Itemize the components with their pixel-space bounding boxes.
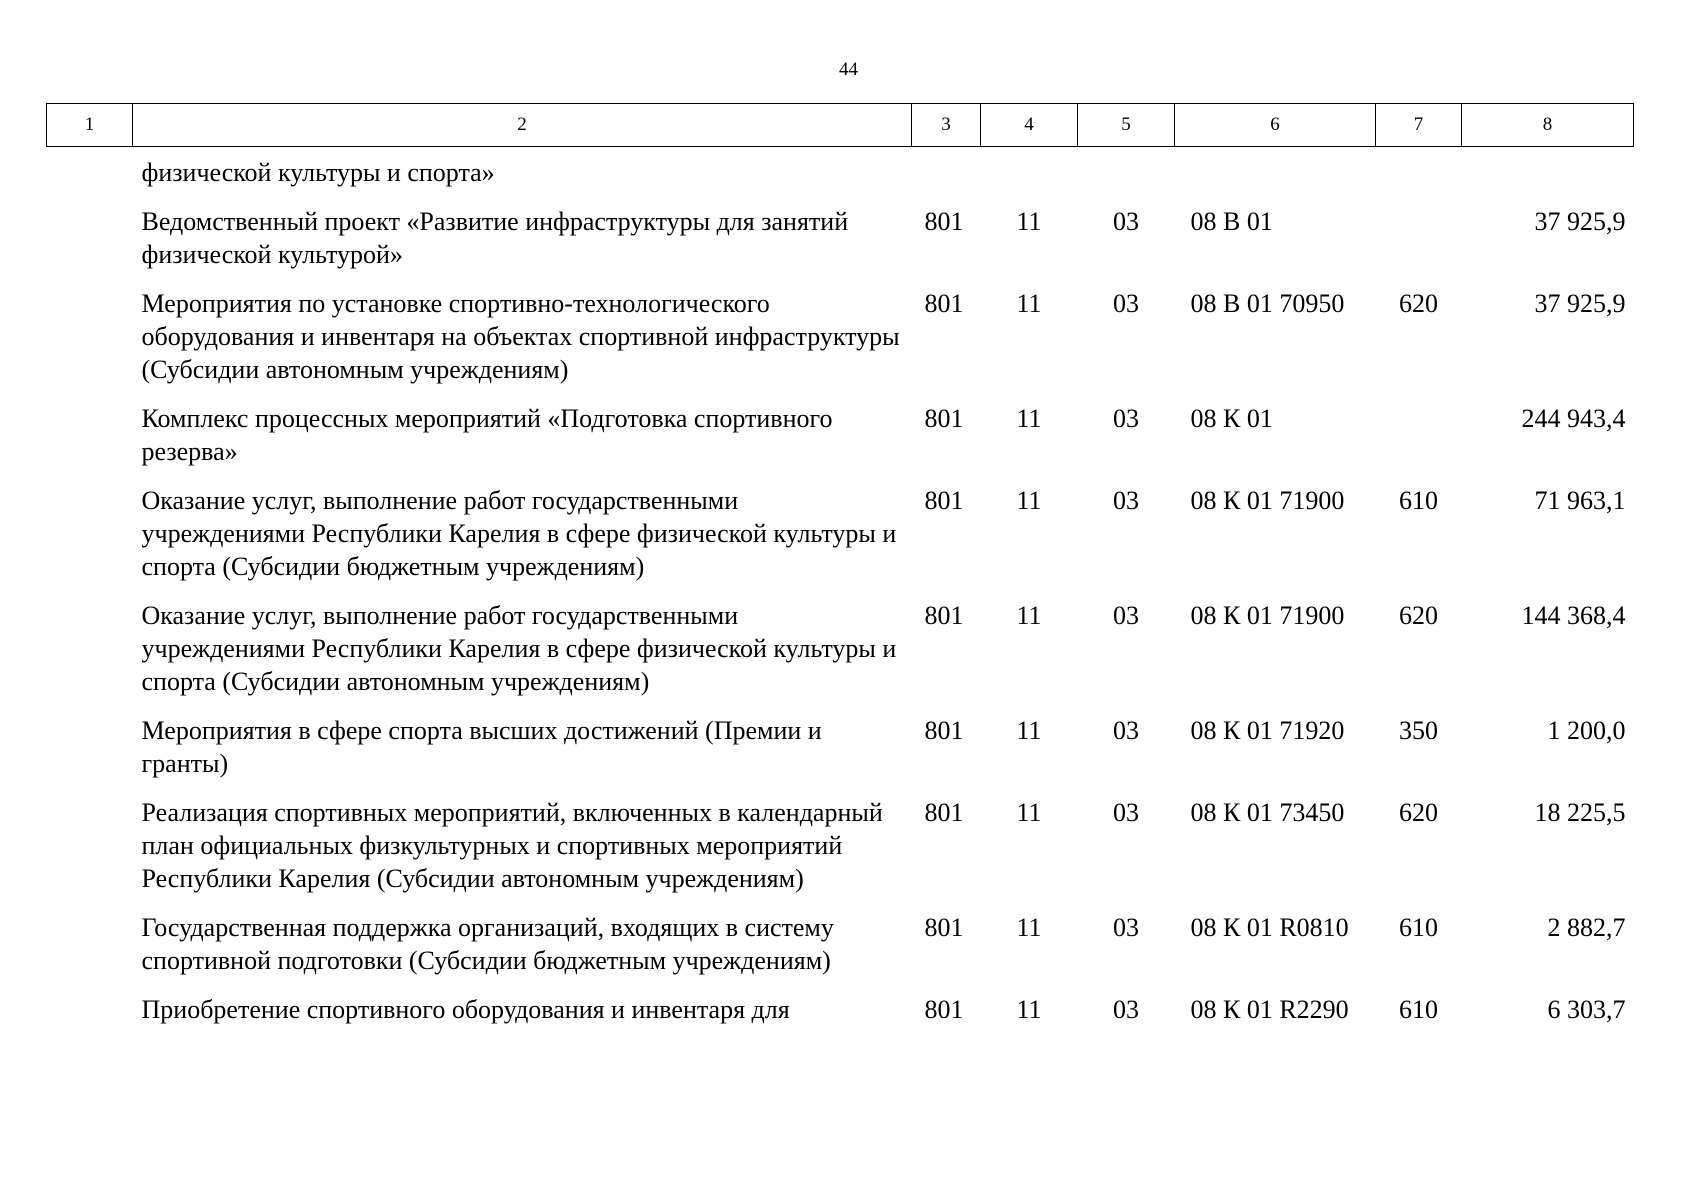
header-col-2: 2 — [133, 104, 912, 147]
table-body — [47, 147, 1634, 1035]
row-section: 11 — [1016, 995, 1042, 1024]
table-row — [47, 279, 1634, 394]
header-col-1: 1 — [47, 104, 133, 147]
continuation-row — [47, 147, 1634, 198]
table-header — [47, 104, 1634, 147]
row-amount: 1 200,0 — [1547, 716, 1626, 745]
row-kind: 620 — [1399, 798, 1438, 827]
header-col-7: 7 — [1376, 104, 1462, 147]
header-row — [47, 104, 1634, 147]
row-code: 801 — [924, 995, 964, 1024]
row-section: 11 — [1016, 404, 1042, 433]
table-row — [47, 788, 1634, 903]
table-row — [47, 197, 1634, 279]
row-kind: 610 — [1399, 913, 1438, 942]
row-code: 801 — [924, 486, 964, 515]
table-row — [47, 394, 1634, 476]
row-code: 801 — [924, 404, 964, 433]
row-target: 08 В 01 70950 — [1190, 289, 1345, 318]
row-amount: 144 368,4 — [1521, 601, 1626, 630]
continuation-text: физической культуры и спорта» — [141, 158, 495, 187]
row-amount: 6 303,7 — [1547, 995, 1626, 1024]
row-kind — [1376, 394, 1462, 476]
row-code: 801 — [924, 207, 964, 236]
row-name: Приобретение спортивного оборудования и инвентаря для — [141, 995, 790, 1024]
row-subsection: 03 — [1113, 913, 1139, 942]
row-name: Государственная поддержка организаций, входящих в систему спортивной подготовки (Субсидии бюджетным учреждениям) — [141, 913, 834, 975]
row-target: 08 В 01 — [1190, 207, 1273, 236]
row-kind — [1376, 197, 1462, 279]
table-row — [47, 706, 1634, 788]
row-subsection: 03 — [1113, 404, 1139, 433]
row-amount: 37 925,9 — [1534, 207, 1626, 236]
row-code: 801 — [924, 798, 964, 827]
row-name: Ведомственный проект «Развитие инфраструктуры для занятий физической культурой» — [141, 207, 849, 269]
row-subsection: 03 — [1113, 486, 1139, 515]
row-amount: 37 925,9 — [1534, 289, 1626, 318]
header-col-3: 3 — [912, 104, 981, 147]
header-col-4: 4 — [981, 104, 1078, 147]
row-code: 801 — [924, 289, 964, 318]
header-col-8: 8 — [1462, 104, 1634, 147]
row-target: 08 К 01 R2290 — [1190, 995, 1349, 1024]
table-row — [47, 591, 1634, 706]
row-name: Оказание услуг, выполнение работ государственными учреждениями Республики Карелия в сфере физической культуры и спорта (Субсидии бюджетным учреждениям) — [141, 486, 897, 581]
row-section: 11 — [1016, 716, 1042, 745]
row-name: Мероприятия в сфере спорта высших достижений (Премии и гранты) — [141, 716, 822, 778]
row-amount: 71 963,1 — [1534, 486, 1626, 515]
table-row — [47, 985, 1634, 1034]
row-amount: 2 882,7 — [1547, 913, 1626, 942]
row-amount: 244 943,4 — [1521, 404, 1626, 433]
row-kind: 620 — [1399, 289, 1438, 318]
row-target: 08 К 01 73450 — [1190, 798, 1345, 827]
row-target: 08 К 01 71900 — [1190, 601, 1345, 630]
row-name: Реализация спортивных мероприятий, включенных в календарный план официальных физкультурных и спортивных мероприятий Республики Карелия (Субсидии автономным учреждениям) — [141, 798, 883, 893]
row-name: Мероприятия по установке спортивно-технологического оборудования и инвентаря на объектах спортивной инфраструктуры (Субсидии автономным учреждениям) — [141, 289, 900, 384]
row-kind: 610 — [1399, 486, 1438, 515]
table-row — [47, 476, 1634, 591]
row-section: 11 — [1016, 798, 1042, 827]
row-code: 801 — [924, 716, 964, 745]
row-code: 801 — [924, 601, 964, 630]
row-target: 08 К 01 71900 — [1190, 486, 1345, 515]
row-subsection: 03 — [1113, 995, 1139, 1024]
row-subsection: 03 — [1113, 798, 1139, 827]
row-amount: 18 225,5 — [1534, 798, 1626, 827]
row-code: 801 — [924, 913, 964, 942]
row-subsection: 03 — [1113, 716, 1139, 745]
row-name: Оказание услуг, выполнение работ государственными учреждениями Республики Карелия в сфере физической культуры и спорта (Субсидии автономным учреждениям) — [141, 601, 897, 696]
table-row — [47, 903, 1634, 985]
row-kind: 610 — [1399, 995, 1438, 1024]
row-section: 11 — [1016, 289, 1042, 318]
row-section: 11 — [1016, 486, 1042, 515]
row-target: 08 К 01 71920 — [1190, 716, 1345, 745]
row-section: 11 — [1016, 207, 1042, 236]
header-col-6: 6 — [1175, 104, 1376, 147]
row-name: Комплекс процессных мероприятий «Подготовка спортивного резерва» — [141, 404, 833, 466]
row-kind: 350 — [1399, 716, 1438, 745]
row-section: 11 — [1016, 913, 1042, 942]
budget-table — [46, 103, 1634, 1034]
row-target: 08 К 01 — [1190, 404, 1273, 433]
row-subsection: 03 — [1113, 207, 1139, 236]
row-kind: 620 — [1399, 601, 1438, 630]
row-subsection: 03 — [1113, 601, 1139, 630]
page-number: 44 — [839, 59, 858, 80]
row-target: 08 К 01 R0810 — [1190, 913, 1349, 942]
row-subsection: 03 — [1113, 289, 1139, 318]
row-section: 11 — [1016, 601, 1042, 630]
header-col-5: 5 — [1078, 104, 1175, 147]
